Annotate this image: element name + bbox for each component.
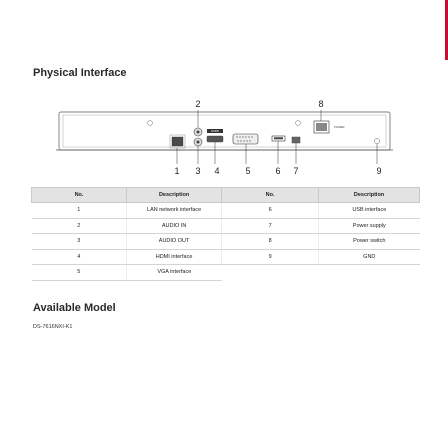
cell-empty — [222, 265, 319, 281]
callout-3: 3 — [195, 166, 201, 176]
cell-no: 6 — [222, 203, 319, 219]
callout-7: 7 — [293, 166, 299, 176]
callout-6: 6 — [275, 166, 281, 176]
cell-description: AUDIO OUT — [127, 234, 222, 250]
cell-description: USB interface — [319, 203, 420, 219]
table-header-row — [32, 188, 420, 203]
table-row — [32, 234, 420, 250]
rear-panel-diagram — [30, 96, 420, 180]
cell-no: 9 — [222, 249, 319, 265]
cell-no: 4 — [32, 249, 127, 265]
cell-description: LAN network interface — [127, 203, 222, 219]
section-title-available-model: Available Model — [33, 302, 116, 314]
table-row — [32, 265, 420, 281]
hdmi-logo-text: HDMI — [211, 129, 219, 134]
cell-description: VGA interface — [127, 265, 222, 281]
cell-no: 1 — [32, 203, 127, 219]
table-row — [32, 203, 420, 219]
model-number: DS-7616NXI-K1 — [33, 324, 73, 330]
header-description: Description — [319, 188, 420, 203]
lan-port-icon — [172, 137, 183, 146]
section-title-physical-interface: Physical Interface — [33, 67, 127, 79]
hdmi-port-icon — [207, 136, 223, 142]
header-no: No. — [32, 188, 127, 203]
vga-port-icon — [233, 134, 258, 144]
screw-icon — [296, 121, 301, 126]
cell-description: AUDIO IN — [127, 218, 222, 234]
cell-description: Power switch — [319, 234, 420, 250]
callout-4: 4 — [214, 166, 220, 176]
table-row — [32, 249, 420, 265]
cell-description: HDMI interface — [127, 249, 222, 265]
cell-empty — [319, 265, 420, 281]
cell-no: 8 — [222, 234, 319, 250]
cell-no: 5 — [32, 265, 127, 281]
callout-1: 1 — [174, 166, 180, 176]
table-row — [32, 218, 420, 234]
cell-no: 7 — [222, 218, 319, 234]
callout-2: 2 — [195, 99, 201, 109]
callout-8: 8 — [318, 99, 324, 109]
cell-description: Power supply — [319, 218, 420, 234]
nvr-rear-plate — [63, 115, 386, 147]
power-supply-icon — [292, 137, 300, 143]
cell-description: GND — [319, 249, 420, 265]
interface-table — [31, 187, 420, 281]
header-description: Description — [127, 188, 222, 203]
cell-no: 3 — [32, 234, 127, 250]
callout-9: 9 — [376, 166, 382, 176]
screw-icon — [148, 121, 153, 126]
gnd-terminal-icon — [374, 138, 379, 143]
header-no: No. — [222, 188, 319, 203]
callout-5: 5 — [245, 166, 251, 176]
cell-no: 2 — [32, 218, 127, 234]
nvr-chassis-outline — [59, 112, 390, 150]
power-label: POWER — [334, 125, 345, 129]
